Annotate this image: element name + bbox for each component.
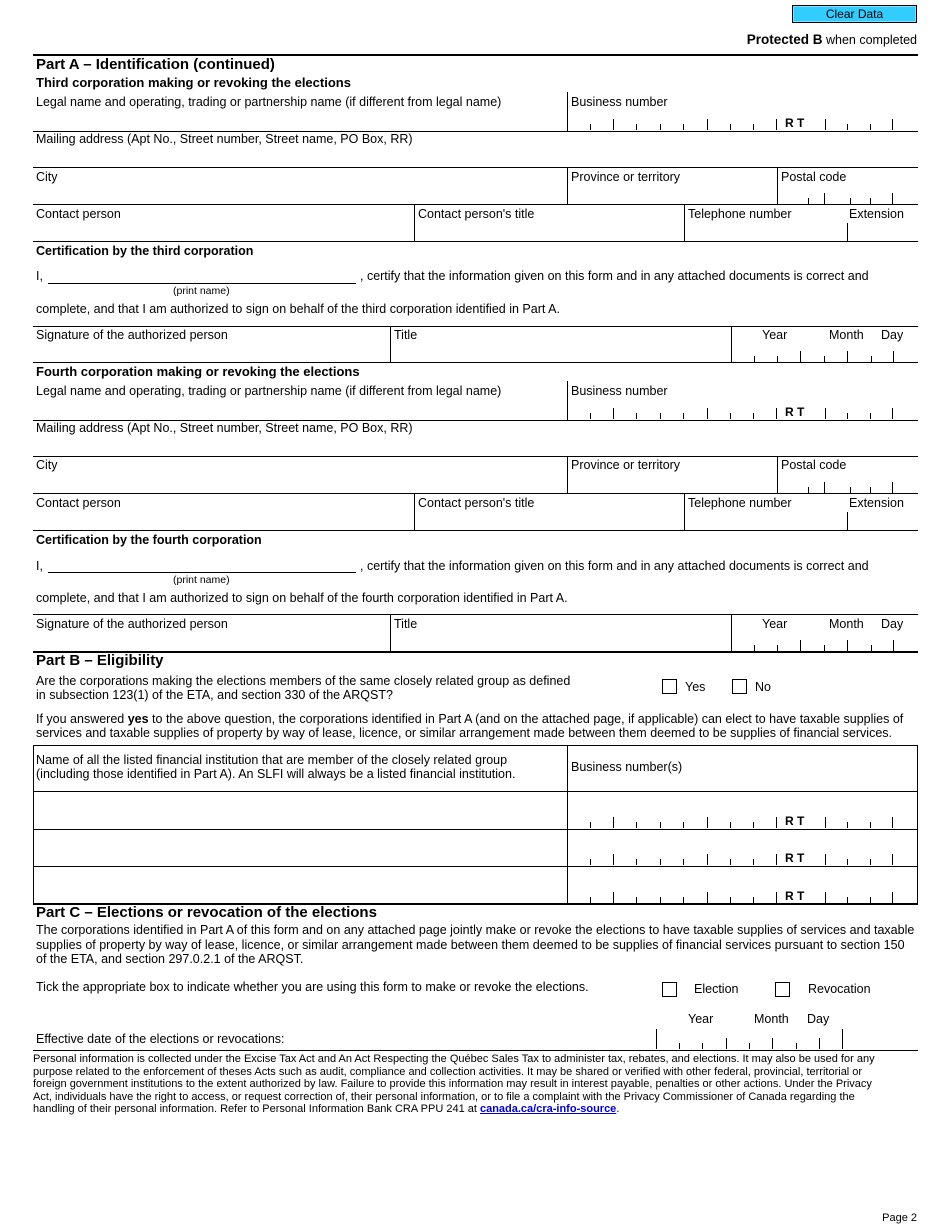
effective-month-label: Month [754,1012,789,1026]
fourth-date-field[interactable] [740,637,918,651]
fourth-legal-name-field[interactable] [34,399,566,419]
rule [33,745,34,904]
part-c-title: Part C – Elections or revocation of the elections [36,904,377,921]
third-extension-field[interactable] [849,224,917,240]
fourth-city-field[interactable] [34,474,564,492]
rule [33,167,918,168]
third-print-name-caption: (print name) [173,285,230,297]
fourth-day-label: Day [881,617,904,631]
third-phone-field[interactable] [686,222,844,240]
fourth-extension-label: Extension [849,496,904,510]
rule [33,745,918,746]
third-contact-field[interactable] [34,222,412,240]
protected-label: Protected B [746,32,823,47]
third-postal-label: Postal code [781,170,847,184]
fourth-business-number-field[interactable] [580,405,910,419]
rule [777,456,778,493]
third-contact-label: Contact person [36,207,121,221]
third-business-number-label: Business number [571,95,668,109]
third-corp-title: Third corporation making or revoking the elections [36,75,351,90]
rule [567,745,568,904]
fourth-signature-label: Signature of the authorized person [36,617,228,631]
fourth-corp-title: Fourth corporation making or revoking the elections [36,364,360,379]
third-day-label: Day [881,328,904,342]
rule [731,614,732,651]
effective-date-label: Effective date of the elections or revocations: [36,1032,285,1046]
third-legal-name-field[interactable] [34,110,566,130]
third-extension-label: Extension [849,207,904,221]
third-title-label: Title [394,328,418,342]
revocation-checkbox[interactable] [775,982,790,997]
third-date-field[interactable] [740,348,918,362]
fourth-print-name-field[interactable] [48,555,356,573]
rule [33,866,918,867]
clear-data-button[interactable]: Clear Data [792,5,917,23]
rt-label: R T [785,116,805,130]
fourth-business-number-label: Business number [571,384,668,398]
part-b-question-line-2: in subsection 123(1) of the ETA, and section 330 of the ARQST? [36,688,393,702]
table-header-business-number: Business number(s) [571,760,683,774]
table-header-name: Name of all the listed financial institution that are member of the closely related group (including those identified in Part A). An SLFI will always be a listed financial institution. [36,753,516,781]
fourth-mailing-label: Mailing address (Apt No., Street number, Street name, PO Box, RR) [36,421,413,435]
third-signature-field[interactable] [34,343,388,361]
rt-label: R T [785,889,805,903]
third-bn-divider [567,92,568,131]
yes-checkbox[interactable] [662,679,677,694]
third-cert-title: Certification by the third corporation [36,244,254,258]
fourth-contact-title-label: Contact person's title [418,496,535,510]
rule [567,456,568,493]
rule [33,614,918,615]
rule [684,493,685,530]
part-b-question-line-1: Are the corporations making the elections members of the same closely related group as defined [36,674,571,688]
rule [33,456,918,457]
third-contact-title-field[interactable] [416,222,682,240]
fourth-cert-text-1: , certify that the information given on this form and in any attached documents is correct and [360,559,869,573]
rule [390,614,391,651]
third-mailing-field[interactable] [34,148,914,166]
third-province-label: Province or territory [571,170,681,184]
third-print-name-field[interactable] [48,266,356,284]
third-legal-name-label: Legal name and operating, trading or partnership name (if different from legal name) [36,95,502,109]
election-label: Election [694,982,739,996]
fourth-title-field[interactable] [392,632,729,650]
fourth-phone-label: Telephone number [688,496,792,510]
rt-label: R T [785,814,805,828]
fourth-postal-label: Postal code [781,458,847,472]
fourth-contact-label: Contact person [36,496,121,510]
rule [33,204,918,205]
privacy-statement [33,1053,893,1116]
rule [414,493,415,530]
no-checkbox[interactable] [732,679,747,694]
fourth-province-field[interactable] [569,474,774,492]
fourth-contact-title-field[interactable] [416,511,682,529]
part-c-paragraph: The corporations identified in Part A of this form and on any attached page jointly make or revoke the elections to have taxable supplies of services and taxable supplies of property by way of lease, licence, or similar arrangement made between them deemed to be supplies of financial services pursuant to section 150 of the ETA, and section 297.0.2.1 of the ARQST. [36,923,915,966]
rule [847,512,848,530]
fourth-contact-field[interactable] [34,511,412,529]
third-postal-field[interactable] [800,190,910,204]
rule [917,745,918,904]
fourth-province-label: Province or territory [571,458,681,472]
yes-label: Yes [685,680,706,694]
cra-info-source-link[interactable]: canada.ca/cra-info-source [479,1103,617,1116]
third-mailing-label: Mailing address (Apt No., Street number, Street name, PO Box, RR) [36,132,413,146]
third-city-field[interactable] [34,185,564,203]
no-label: No [755,680,771,694]
election-checkbox[interactable] [662,982,677,997]
fourth-mailing-field[interactable] [34,437,914,455]
protected-notice [747,32,917,47]
rule [33,326,918,327]
rule [390,326,391,362]
part-b-title: Part B – Eligibility [36,652,164,669]
part-b-para-pre: If you answered [36,712,128,726]
third-month-label: Month [829,328,864,342]
fourth-year-label: Year [762,617,788,631]
rule [33,493,918,494]
effective-day-label: Day [807,1012,830,1026]
part-b-para-bold: yes [127,712,149,726]
rule [567,381,568,420]
effective-date-field[interactable] [650,1029,850,1049]
third-phone-label: Telephone number [688,207,792,221]
rule [33,651,918,653]
table-row-2-business-number-field[interactable] [580,851,910,865]
privacy-end: . [616,1103,620,1116]
table-row-3-business-number-field[interactable] [580,889,910,903]
fourth-print-name-caption: (print name) [173,574,230,586]
fourth-city-label: City [36,458,58,472]
rule [33,530,918,531]
fourth-cert-title: Certification by the fourth corporation [36,533,262,547]
fourth-signature-field[interactable] [34,632,388,650]
fourth-legal-name-label: Legal name and operating, trading or partnership name (if different from legal name) [36,384,502,398]
table-row-3-name-field[interactable] [35,868,565,902]
fourth-extension-field[interactable] [849,513,917,529]
table-row-1-business-number-field[interactable] [580,814,910,828]
fourth-cert-text-2: complete, and that I am authorized to sign on behalf of the fourth corporation identified in Part A. [36,591,568,605]
protected-suffix: when completed [825,33,917,47]
privacy-text: Personal information is collected under the Excise Tax Act and An Act Respecting the Québec Sales Tax to administer tax, rebates, and elections. It may also be used for any purpose related to the enforcement of theses Acts such as audit, compliance and collection activities. It may be shared or verified with other federal, provincial, territorial or foreign government institutions to the extent authorized by law. Failure to provide this information may result in interest payable, penalties or other actions. Under the Privacy Act, individuals have the right to access, or request correction of, their personal information, or to file a complaint with the Privacy Commissioner of Canada regarding the handling of their personal information. Refer to Personal Information Bank CRA PPU 241 at [33,1053,875,1116]
fourth-title-label: Title [394,617,418,631]
rule [33,791,918,792]
fourth-postal-field[interactable] [800,479,910,493]
rule [33,1050,918,1051]
fourth-phone-field[interactable] [686,511,844,529]
third-city-label: City [36,170,58,184]
table-row-2-name-field[interactable] [35,831,565,865]
third-year-label: Year [762,328,788,342]
page-number: Page 2 [882,1212,917,1224]
rule [777,167,778,204]
rule [684,204,685,241]
effective-year-label: Year [688,1012,714,1026]
third-cert-text-1: , certify that the information given on this form and in any attached documents is correct and [360,269,869,283]
part-b-para-post: to the above question, the corporations identified in Part A (and on the attached page, if applicable) can elect to have taxable supplies of services and taxable supplies of property by way of lease, licence, or similar arrangement made between them deemed to be supplies of financial services. [36,712,904,740]
part-c-tick-text: Tick the appropriate box to indicate whether you are using this form to make or revoke the elections. [36,980,589,994]
rule [414,204,415,241]
third-business-number-field[interactable] [580,116,910,130]
third-title-field[interactable] [392,343,729,361]
third-cert-i: I, [36,269,43,283]
fourth-month-label: Month [829,617,864,631]
rule [33,829,918,830]
rule [731,326,732,362]
rt-label: R T [785,851,805,865]
fourth-cert-i: I, [36,559,43,573]
third-signature-label: Signature of the authorized person [36,328,228,342]
revocation-label: Revocation [808,982,871,996]
rule [567,167,568,204]
rt-label: R T [785,405,805,419]
third-cert-text-2: complete, and that I am authorized to sign on behalf of the third corporation identified in Part A. [36,302,560,316]
table-row-1-name-field[interactable] [35,793,565,828]
rule [847,223,848,241]
third-contact-title-label: Contact person's title [418,207,535,221]
rule [33,241,918,242]
part-a-title: Part A – Identification (continued) [36,56,275,73]
part-b-paragraph [36,712,918,740]
rule [33,362,918,363]
third-province-field[interactable] [569,185,774,203]
